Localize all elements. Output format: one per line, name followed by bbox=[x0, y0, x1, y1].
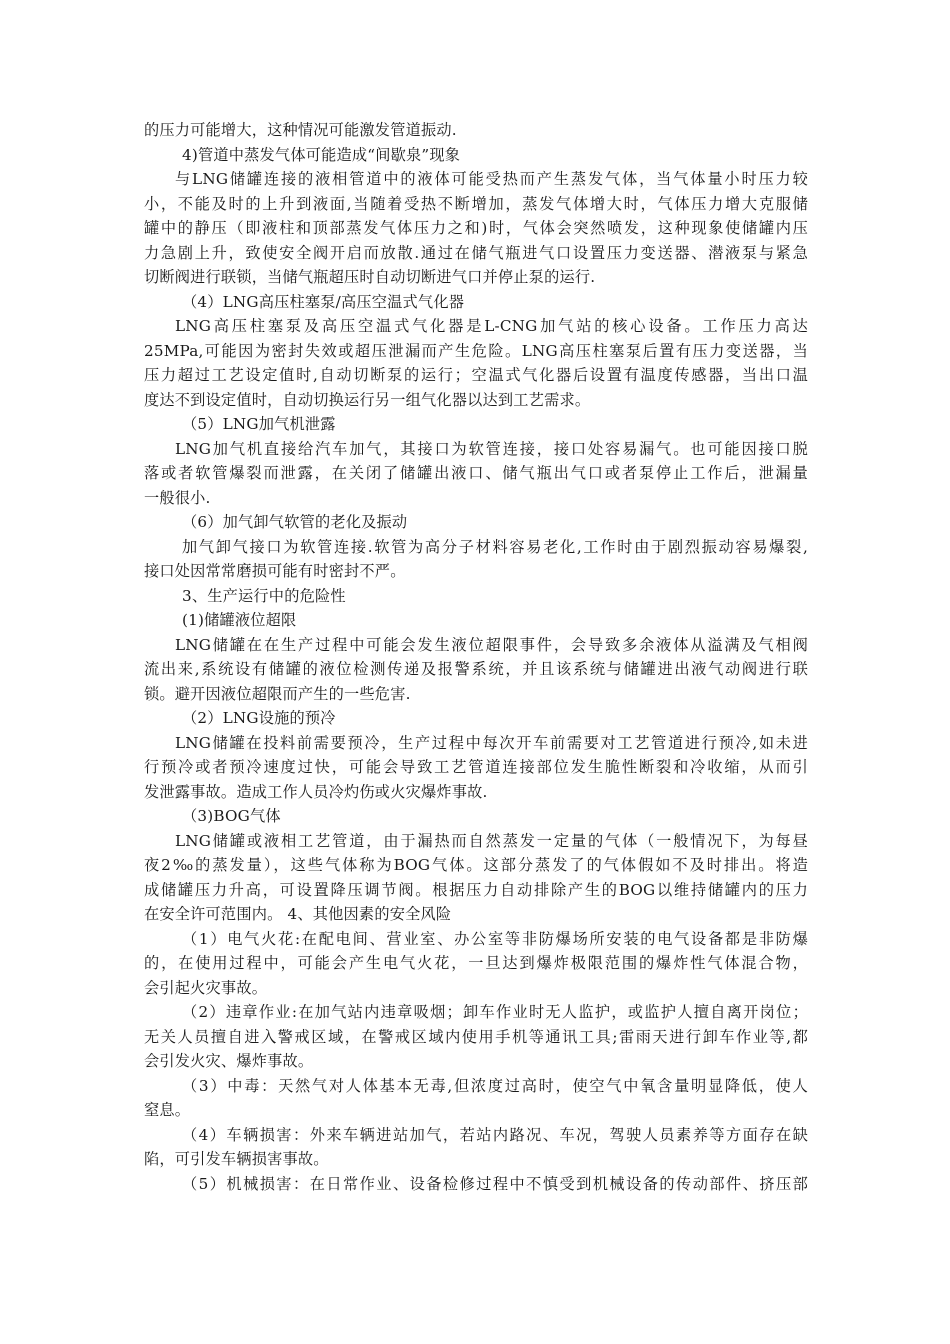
text-line: （1）电气火花:在配电间、营业室、办公室等非防爆场所安装的电气设备都是非防爆 bbox=[182, 929, 808, 948]
text-line: 成储罐压力升高，可设置降压调节阀。根据压力自动排除产生的BOG以维持储罐内的压力 bbox=[144, 880, 808, 899]
text-line: 4)管道中蒸发气体可能造成“间歇泉”现象 bbox=[182, 145, 461, 164]
text-line: （5）LNG加气机泄露 bbox=[182, 415, 336, 433]
text-line: 接口处因常常磨损可能有时密封不严。 bbox=[144, 562, 406, 580]
text-line: （2）违章作业:在加气站内违章吸烟；卸车作业时无人监护，或监护人擅自离开岗位； bbox=[182, 1003, 808, 1021]
text-line: 加气卸气接口为软管连接.软管为高分子材料容易老化,工作时由于剧烈振动容易爆裂, bbox=[182, 537, 808, 556]
text-line: 罐中的静压（即液柱和顶部蒸发气体压力之和)时，气体会突然喷发，这种现象使储罐内压 bbox=[144, 219, 808, 237]
text-line: （3）中毒：天然气对人体基本无毒,但浓度过高时，使空气中氧含量明显降低，使人 bbox=[182, 1076, 808, 1095]
text-line: （6）加气卸气软管的老化及振动 bbox=[182, 513, 408, 531]
text-line: 压力超过工艺设定值时,自动切断泵的运行；空温式气化器后设置有温度传感器，当出口温 bbox=[144, 366, 808, 384]
text-line: 锁。避开因液位超限而产生的一些危害. bbox=[144, 684, 411, 703]
text-line: 无关人员擅自进入警戒区域，在警戒区域内使用手机等通讯工具;雷雨天进行卸车作业等,都 bbox=[144, 1027, 808, 1046]
text-line: （5）机械损害：在日常作业、设备检修过程中不慎受到机械设备的传动部件、挤压部 bbox=[182, 1174, 808, 1193]
text-line: LNG储罐在在生产过程中可能会发生液位超限事件，会导致多余液体从溢满及气相阀 bbox=[175, 635, 808, 654]
text-line: （4）LNG高压柱塞泵/高压空温式气化器 bbox=[182, 292, 465, 311]
text-line: 一般很小. bbox=[144, 488, 211, 507]
text-line: LNG加气机直接给汽车加气，其接口为软管连接，接口处容易漏气。也可能因接口脱 bbox=[175, 439, 808, 458]
text-line: LNG高压柱塞泵及高压空温式气化器是L-CNG加气站的核心设备。工作压力高达 bbox=[175, 317, 808, 335]
text-line: 25MPa,可能因为密封失效或超压泄漏而产生危险。LNG高压柱塞泵后置有压力变送器，当 bbox=[144, 341, 808, 360]
text-line: LNG储罐或液相工艺管道，由于漏热而自然蒸发一定量的气体（一般情况下，为每昼 bbox=[175, 831, 808, 850]
text-line: 在安全许可范围内。 4、其他因素的安全风险 bbox=[144, 905, 452, 923]
document-page bbox=[144, 118, 808, 1196]
text-line: LNG储罐在投料前需要预冷，生产过程中每次开车前需要对工艺管道进行预冷,如未进 bbox=[175, 733, 808, 752]
text-line: 窒息。 bbox=[144, 1101, 191, 1119]
text-line: 流出来,系统设有储罐的液位检测传递及报警系统，并且该系统与储罐进出液气动阀进行联 bbox=[144, 660, 808, 678]
text-line: （4）车辆损害：外来车辆进站加气，若站内路况、车况，驾驶人员素养等方面存在缺 bbox=[182, 1125, 808, 1144]
text-line: 会引发火灾、爆炸事故。 bbox=[144, 1052, 314, 1070]
text-line: 发泄露事故。造成工作人员冷灼伤或火灾爆炸事故. bbox=[144, 782, 488, 801]
text-line: 3、生产运行中的危险性 bbox=[182, 586, 346, 605]
text-line: 行预冷或者预冷速度过快，可能会导致工艺管道连接部位发生脆性断裂和冷收缩，从而引 bbox=[144, 758, 808, 776]
text-line: 度达不到设定值时，自动切换运行另一组气化器以达到工艺需求。 bbox=[144, 390, 591, 409]
text-line: 小，不能及时的上升到液面,当随着受热不断增加，蒸发气体增大时，气体压力增大克服储 bbox=[144, 194, 808, 213]
text-line: 的压力可能增大，这种情况可能激发管道振动. bbox=[144, 121, 457, 139]
text-line: 的，在使用过程中，可能会产生电气火花，一旦达到爆炸极限范围的爆炸性气体混合物， bbox=[144, 954, 808, 972]
text-line: 与LNG储罐连接的液相管道中的液体可能受热而产生蒸发气体，当气体量小时压力较 bbox=[175, 170, 808, 188]
text-line: 夜2‰的蒸发量），这些气体称为BOG气体。这部分蒸发了的气体假如不及时排出。将造 bbox=[144, 856, 808, 874]
text-line: 会引起火灾事故。 bbox=[144, 978, 268, 997]
text-line: （2）LNG设施的预冷 bbox=[182, 709, 336, 727]
text-line: 陷，可引发车辆损害事故。 bbox=[144, 1150, 329, 1168]
text-line: 力急剧上升，致使安全阀开启而放散.通过在储气瓶进气口设置压力变送器、潜液泵与紧急 bbox=[144, 243, 808, 262]
text-line: (1)储罐液位超限 bbox=[182, 611, 297, 629]
text-line: 切断阀进行联锁，当储气瓶超压时自动切断进气口并停止泵的运行. bbox=[144, 268, 596, 286]
text-line: （3)BOG气体 bbox=[182, 807, 281, 825]
text-line: 落或者软管爆裂而泄露，在关闭了储罐出液口、储气瓶出气口或者泵停止工作后，泄漏量 bbox=[144, 464, 808, 482]
